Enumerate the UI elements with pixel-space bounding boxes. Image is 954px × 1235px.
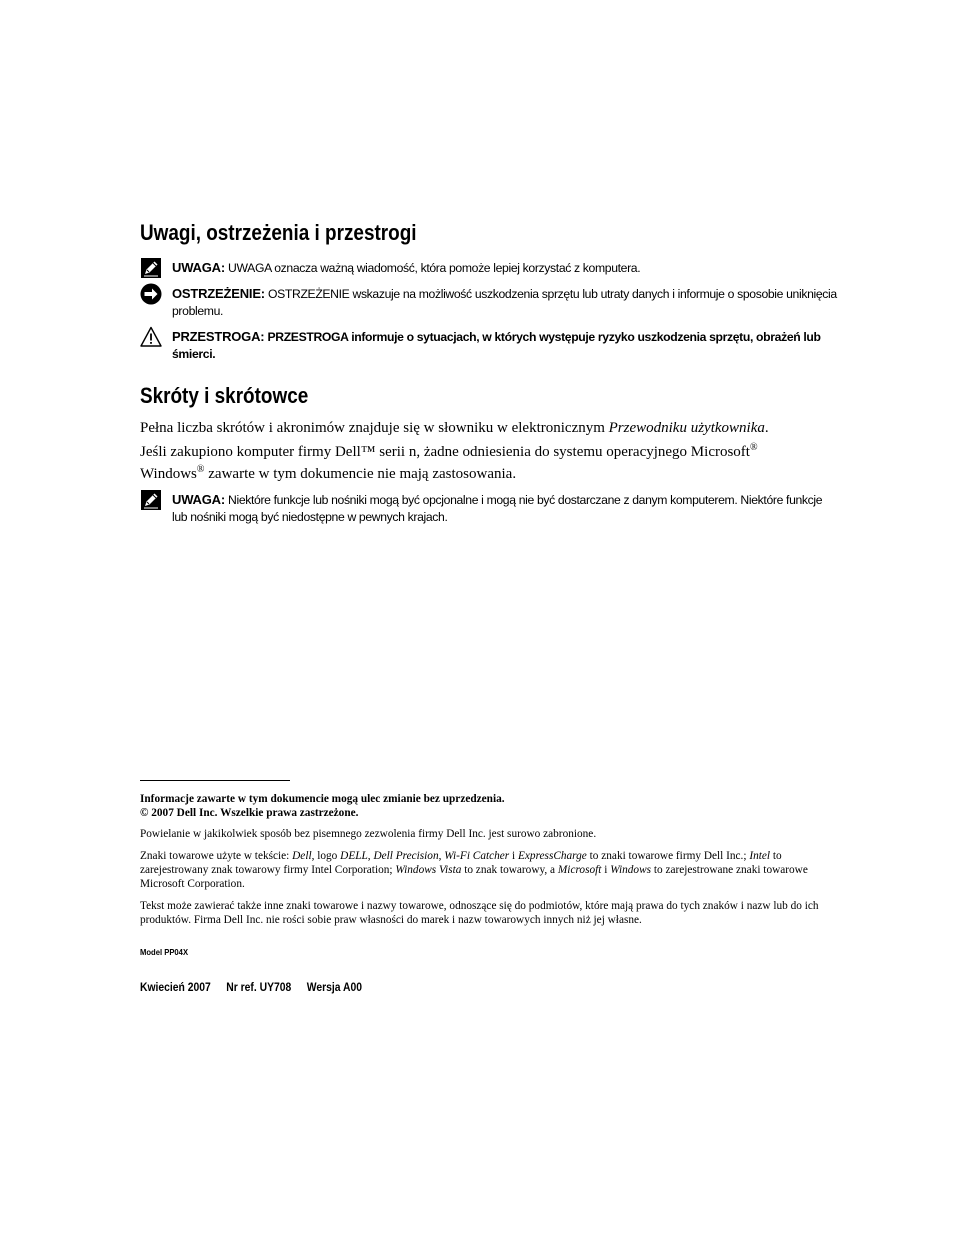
tm-text: to znak towarowy, a — [461, 864, 558, 876]
pencil-note-icon — [140, 489, 162, 511]
document-footer — [140, 982, 375, 994]
caution-text — [172, 328, 840, 363]
notice-label: OSTRZEŻENIE: — [172, 286, 265, 301]
note-block — [140, 257, 840, 279]
notice-block — [140, 283, 840, 319]
tm-italic: Microsoft — [557, 864, 602, 876]
section-title-abbreviations: Skróty i skrótowce — [140, 383, 309, 408]
footer-version: Wersja A00 — [306, 982, 362, 994]
note-body-2: Niektóre funkcje lub nośniki mogą być opcjonalne i mogą nie być dostarczane z danym komputerem. Niektóre funkcje lub nośniki mogą być niedostępne w pewnych krajach. — [172, 493, 823, 524]
warning-triangle-icon — [140, 326, 162, 348]
tm-italic: Windows Vista — [395, 864, 462, 876]
registered-mark: ® — [749, 442, 758, 453]
other-trademarks-notice: Tekst może zawierać także inne znaki towarowe i nazwy towarowe, odnoszące się do podmiotów, które mają prawa do tych znaków i nazw lub do ich produktów. Firma Dell Inc. nie rości sobie praw własności do marek i nazw towarowych innych niż jej własne. — [140, 900, 819, 926]
model-number: Model PP04X — [140, 947, 189, 957]
notice-text — [172, 285, 840, 320]
footer-date: Kwiecień 2007 — [140, 982, 211, 994]
para1-suffix: . — [764, 420, 769, 436]
caution-block — [140, 326, 840, 362]
abbreviations-paragraph — [140, 417, 840, 439]
tm-text: i — [601, 864, 611, 876]
tm-italic: DELL — [340, 850, 368, 862]
tm-text: to znaki towarowe firmy Dell Inc.; — [586, 850, 750, 862]
trademark-notice — [140, 849, 840, 891]
notice-body: OSTRZEŻENIE wskazuje na możliwość uszkodzenia sprzętu lub utraty danych i informuje o sposobie uniknięcia problemu. — [172, 287, 837, 318]
tm-text: , — [367, 850, 374, 862]
tm-text: i — [509, 850, 518, 862]
tm-text: , logo — [311, 850, 341, 862]
note-label-2: UWAGA: — [172, 492, 225, 507]
notice-arrow-icon — [140, 283, 162, 305]
footer-ref: Nr ref. UY708 — [226, 982, 292, 994]
tm-italic: Windows — [610, 864, 652, 876]
tm-italic: Dell Precision — [373, 850, 439, 862]
tm-text: , — [438, 850, 445, 862]
tm-text: to zarejestrowany znak towarowy firmy Intel Corporation; — [140, 850, 782, 876]
note-block-2 — [140, 489, 840, 525]
caution-label: PRZESTROGA: — [172, 329, 265, 344]
note-body: UWAGA oznacza ważną wiadomość, która pomoże lepiej korzystać z komputera. — [228, 261, 641, 275]
legal-notice — [140, 792, 840, 820]
note-label: UWAGA: — [172, 260, 225, 275]
tm-italic: Dell — [292, 850, 312, 862]
para1-guide-title: Przewodniku użytkownika — [608, 420, 765, 436]
para2-text: Jeśli zakupiono komputer firmy Dell™ serii n, żadne odniesienia do systemu operacyjnego Microsoft — [140, 444, 750, 460]
para2-text-end: zawarte w tym dokumencie nie mają zastosowania. — [204, 466, 517, 482]
section-title-notes: Uwagi, ostrzeżenia i przestrogi — [140, 220, 417, 245]
note-text — [172, 259, 840, 277]
tm-italic: Intel — [749, 850, 771, 862]
para2-windows: Windows — [140, 466, 197, 482]
tm-text: to zarejestrowane znaki towarowe Microsoft Corporation. — [140, 864, 808, 890]
legal-change-notice: Informacje zawarte w tym dokumencie mogą ulec zmianie bez uprzedzenia. — [140, 793, 505, 805]
reproduction-notice: Powielanie w jakikolwiek sposób bez pisemnego zezwolenia firmy Dell Inc. jest surowo zabronione. — [140, 828, 597, 840]
note-text-2 — [172, 491, 840, 526]
footnote-divider — [140, 780, 290, 781]
tm-italic: ExpressCharge — [518, 850, 587, 862]
copyright-line: © 2007 Dell Inc. Wszelkie prawa zastrzeżone. — [140, 807, 359, 819]
pencil-note-icon — [140, 257, 162, 279]
caution-body: PRZESTROGA informuje o sytuacjach, w których występuje ryzyko uszkodzenia sprzętu, obrażeń lub śmierci. — [172, 330, 821, 361]
para1-text: Pełna liczba skrótów i akronimów znajduje się w słowniku w elektronicznym — [140, 420, 609, 436]
tm-italic: Wi-Fi Catcher — [444, 850, 510, 862]
registered-mark: ® — [196, 464, 205, 475]
n-series-paragraph — [140, 441, 840, 485]
tm-text: Znaki towarowe użyte w tekście: — [140, 850, 293, 862]
